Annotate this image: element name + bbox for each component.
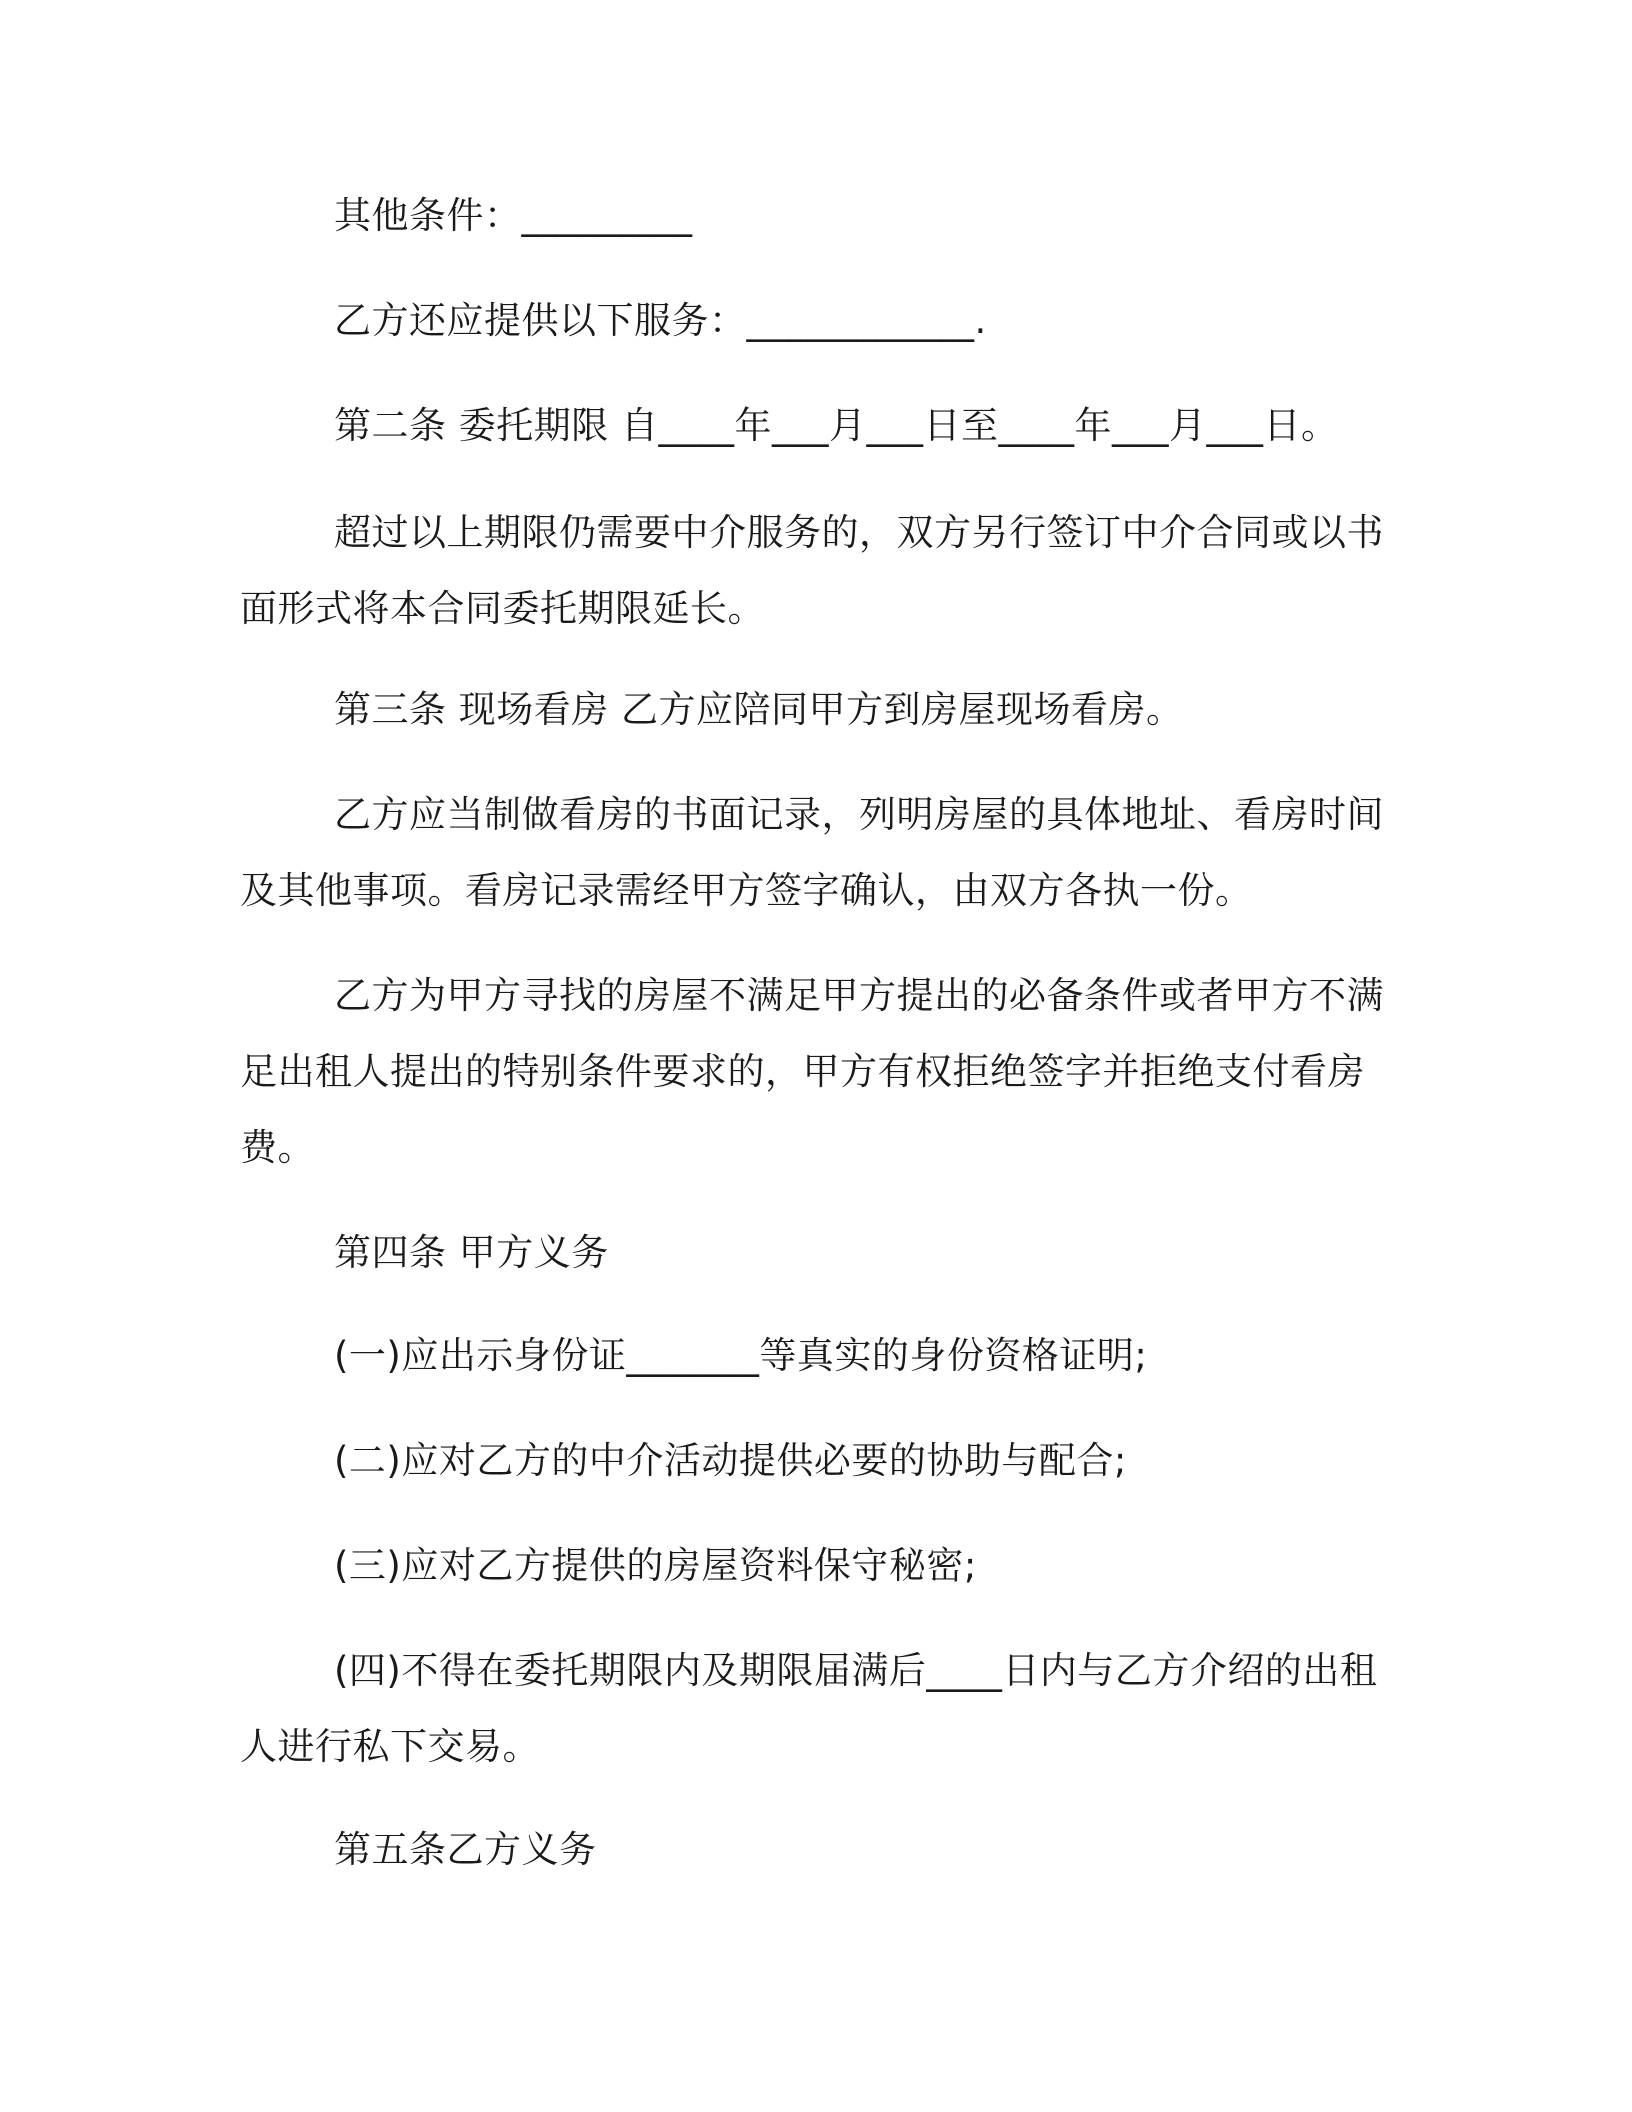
paragraph-refusal-right: 乙方为甲方寻找的房屋不满足甲方提出的必备条件或者甲方不满足出租人提出的特别条件要求的，甲方有权拒绝签字并拒绝支付看房费。	[240, 974, 1384, 1169]
paragraph-viewing-record: 乙方应当制做看房的书面记录，列明房屋的具体地址、看房时间及其他事项。看房记录需经甲方签字确认，由双方各执一份。	[240, 793, 1384, 912]
paragraph-duty-4: (四)不得在委托期限内及期限届满后____日内与乙方介绍的出租人进行私下交易。	[240, 1649, 1378, 1768]
paragraph-article-3-viewing: 第三条 现场看房 乙方应陪同甲方到房屋现场看房。	[334, 688, 1184, 731]
paragraph-duty-2: (二)应对乙方的中介活动提供必要的协助与配合;	[334, 1439, 1127, 1482]
paragraph-article-5-heading: 第五条乙方义务	[334, 1828, 597, 1871]
paragraph-term-extension: 超过以上期限仍需要中介服务的，双方另行签订中介合同或以书面形式将本合同委托期限延长。	[240, 511, 1384, 630]
paragraph-article-4-heading: 第四条 甲方义务	[334, 1231, 609, 1274]
paragraph-additional-services: 乙方还应提供以下服务：____________.	[334, 299, 987, 342]
paragraph-duty-1: (一)应出示身份证_______等真实的身份资格证明;	[334, 1334, 1148, 1377]
paragraph-duty-3: (三)应对乙方提供的房屋资料保守秘密;	[334, 1544, 977, 1587]
paragraph-article-2-term: 第二条 委托期限 自____年___月___日至____年___月___日。	[334, 404, 1339, 447]
paragraph-other-conditions: 其他条件：_________	[334, 194, 693, 237]
